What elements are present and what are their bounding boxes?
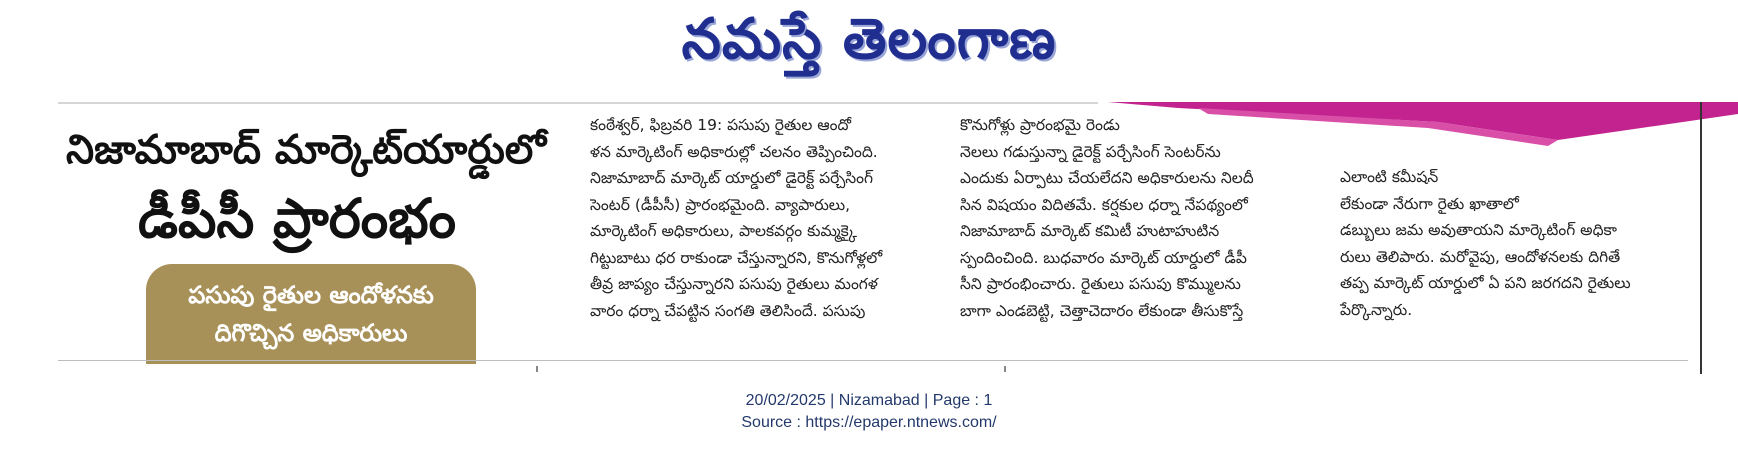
bottom-divider: [58, 360, 1688, 361]
text-line: కొనుగోళ్లు ప్రారంభమై రెండు: [960, 116, 1120, 134]
text-line: గిట్టుబాటు ధర రాకుండా చేస్తున్నారని, కొనుగోళ్లలో: [590, 248, 883, 267]
text-line: మార్కెటింగ్ అధికారులు, పాలకవర్గం కుమ్మక్కై: [590, 222, 857, 240]
article-column-1: [590, 112, 930, 324]
article-column-3: [1340, 164, 1690, 323]
text-line: రులు తెలిపారు. మరోవైపు, ఆందోళనలకు దిగితే: [1340, 247, 1621, 266]
text-line: సిన విషయం విదితమే. కర్షకుల ధర్నా నేపథ్యంలో: [960, 195, 1248, 214]
text-line: తీవ్ర జాప్యం చేస్తున్నారని పసుపు రైతులు మంగళ: [590, 275, 878, 293]
page-footer: [0, 390, 1738, 434]
text-line: ఎలాంటి కమీషన్: [1340, 168, 1439, 186]
article-clipping: [58, 102, 1738, 362]
text-line: కంఠేశ్వర్, ఫిబ్రవరి 19: పసుపు రైతుల ఆందో: [590, 116, 851, 134]
text-line: సెంటర్ (డీపీసీ) ప్రారంభమైంది. వ్యాపారులు,: [590, 195, 851, 214]
headline-line-1: నిజామాబాద్ మార్కెట్‌యార్డులో: [66, 127, 547, 173]
footer-source-link[interactable]: Source : https://epaper.ntnews.com/: [741, 414, 997, 431]
text-line: స్పందించింది. బుధవారం మార్కెట్ యార్డులో డీపీ: [960, 248, 1247, 267]
text-line: బాగా ఎండబెట్టి, చెత్తాచెదారం లేకుండా తీసుకొస్తే: [960, 301, 1244, 320]
headline-line-2: డీపీసీ ప్రారంభం: [138, 187, 457, 250]
text-line: డబ్బులు జమ అవుతాయని మార్కెటింగ్ అధికా: [1340, 221, 1617, 239]
footer-date-edition: 20/02/2025 | Nizamabad | Page : 1: [745, 392, 993, 409]
masthead-logo: నమస్తే తెలంగాణ: [681, 7, 1057, 72]
text-line: తప్ప మార్కెట్ యార్డులో ఏ పని జరగదని రైతులు: [1340, 274, 1631, 292]
text-line: పేర్కొన్నారు.: [1340, 300, 1413, 319]
text-line: వారం ధర్నా చేపట్టిన సంగతి తెలిసిందే. పసుపు: [590, 301, 866, 320]
text-line: లేకుండా నేరుగా రైతు ఖాతాలో: [1340, 194, 1519, 213]
text-line: నిజామాబాద్ మార్కెట్ కమిటీ హుటాహుటిన: [960, 222, 1220, 240]
crop-mark: [536, 366, 538, 372]
subheadline-line-1: పసుపు రైతుల ఆందోళనకు: [188, 281, 434, 309]
subheadline-line-2: దిగొచ్చిన అధికారులు: [214, 319, 408, 347]
right-divider: [1700, 102, 1702, 374]
text-line: నెలలు గడుస్తున్నా డైరెక్ట్ పర్చేసింగ్ సెంటర్‌ను: [960, 142, 1221, 161]
subheadline-box: [146, 264, 476, 364]
text-line: సీని ప్రారంభించారు. రైతులు పసుపు కొమ్ములను: [960, 275, 1241, 293]
masthead: [0, 0, 1738, 80]
article-column-2: [960, 112, 1298, 324]
text-line: నిజామాబాద్ మార్కెట్ యార్డులో డైరెక్ట్ పర్చేసింగ్: [590, 169, 874, 187]
crop-mark: [1004, 366, 1006, 372]
text-line: ళన మార్కెటింగ్ అధికారుల్లో చలనం తెప్పించింది.: [590, 142, 878, 161]
text-line: ఎందుకు ఏర్పాటు చేయలేదని అధికారులను నిలదీ: [960, 169, 1254, 187]
